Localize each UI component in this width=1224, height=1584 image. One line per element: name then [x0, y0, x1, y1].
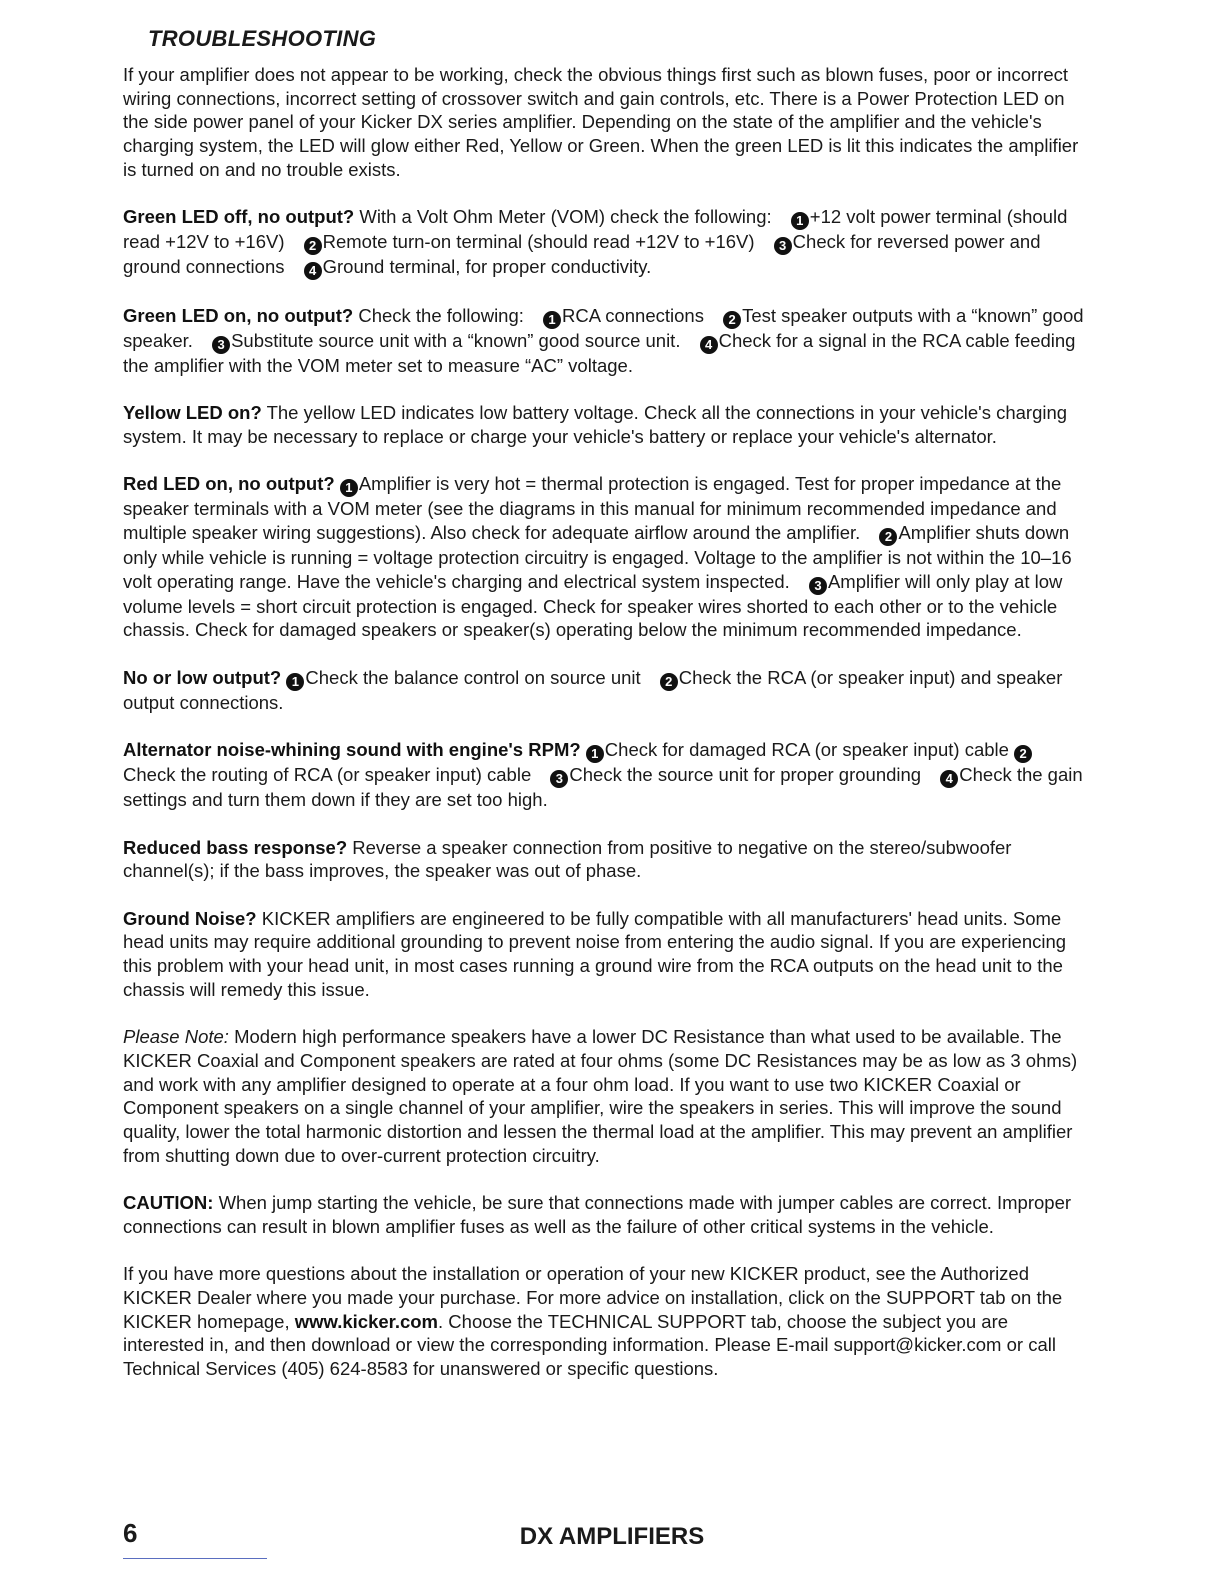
step-text: Check for reversed power and ground connections: [123, 231, 1041, 278]
step-number-icon: 2: [723, 311, 741, 329]
step-number-icon: 1: [340, 479, 358, 497]
no-output-heading: No or low output?: [123, 666, 282, 688]
step-number-icon: 3: [212, 336, 230, 354]
step-text: Amplifier will only play at low volume levels = short circuit protection is engaged. Check for speaker wires shorted to each other or to the vehicle chassis. Check for damaged speakers or speaker(s) operating below the minimum recommended impedance.: [123, 570, 1063, 641]
step-number-icon: 1: [586, 745, 604, 763]
page-title: TROUBLESHOOTING: [148, 26, 377, 51]
step-number-icon: 2: [1014, 745, 1032, 763]
step-text: Test speaker outputs with a “known” good speaker.: [123, 304, 1084, 351]
support-text-before: If you have more questions about the installation or operation of your new KICKER product, see the Authorized KICKER Dealer where you made your purchase. For more advice on installation, click on the SUPPORT tab on the KICKER homepage,: [123, 1263, 1063, 1332]
alternator-noise-section: [123, 738, 1085, 812]
ground-noise-heading: Ground Noise?: [123, 907, 257, 929]
step-number-icon: 2: [304, 237, 322, 255]
step-text: RCA connections: [562, 304, 704, 326]
yellow-led-section: [123, 401, 1085, 448]
step-number-icon: 4: [700, 336, 718, 354]
bass-response-section: [123, 836, 1085, 883]
green-led-off-lead: With a Volt Ohm Meter (VOM) check the following:: [359, 206, 772, 228]
green-led-on-heading: Green LED on, no output?: [123, 304, 354, 326]
kicker-website-link[interactable]: www.kicker.com: [294, 1310, 439, 1332]
step-number-icon: 3: [774, 237, 792, 255]
caution-section: [123, 1191, 1085, 1238]
green-led-off-section: [123, 205, 1085, 280]
bass-response-heading: Reduced bass response?: [123, 836, 348, 858]
green-led-on-section: [123, 304, 1085, 378]
step-number-icon: 1: [286, 673, 304, 691]
caution-text: When jump starting the vehicle, be sure that connections made with jumper cables are correct. Improper connections can result in blown amplifier fuses as well as the failure of other critical systems in the vehicle.: [123, 1192, 1072, 1237]
step-text: Amplifier shuts down only while vehicle is running = voltage protection circuitry is engaged. Voltage to the amplifier is not within the 10–16 volt operating range. Have the vehicle's charging and electrical system inspected.: [123, 522, 1072, 592]
step-text: Amplifier is very hot = thermal protection is engaged. Test for proper impedance at the speaker terminals with a VOM meter (see the diagrams in this manual for minimum recommended impedance and multiple speaker wiring suggestions). Also check for adequate airflow around the amplifier.: [123, 473, 1062, 544]
yellow-led-heading: Yellow LED on?: [123, 402, 262, 424]
step-number-icon: 1: [791, 212, 809, 230]
step-text: Check the routing of RCA (or speaker input) cable: [123, 764, 532, 786]
green-led-off-heading: Green LED off, no output?: [123, 206, 355, 228]
footer-divider: [123, 1558, 267, 1559]
step-number-icon: 3: [550, 770, 568, 788]
please-note-section: [123, 1025, 1085, 1167]
step-text: Check the source unit for proper grounding: [569, 764, 922, 786]
footer-product-title: DX AMPLIFIERS: [519, 1523, 705, 1550]
intro-paragraph: If your amplifier does not appear to be working, check the obvious things first such as blown fuses, poor or incorrect wiring connections, incorrect setting of crossover switch and gain controls, etc. There is a Power Protection LED on the side power panel of your Kicker DX series amplifier. Depending on the state of the amplifier and the vehicle's charging system, the LED will glow either Red, Yellow or Green. When the green LED is lit this indicates the amplifier is turned on and no trouble exists.: [123, 64, 1079, 180]
no-output-section: [123, 666, 1085, 715]
alternator-noise-heading: Alternator noise-whining sound with engine's RPM?: [123, 739, 581, 761]
step-text: Check for a signal in the RCA cable feeding the amplifier with the VOM meter set to measure “AC” voltage.: [123, 329, 1076, 376]
step-number-icon: 2: [660, 673, 678, 691]
step-text: Check the RCA (or speaker input) and speaker output connections.: [123, 666, 1063, 713]
page-number: 6: [123, 1518, 138, 1548]
document-body: [123, 63, 1085, 1404]
step-number-icon: 2: [879, 528, 897, 546]
please-note-text: Modern high performance speakers have a lower DC Resistance than what used to be available. The KICKER Coaxial and Component speakers are rated at four ohms (some DC Resistances may be as low as 3 ohms) and work with any amplifier designed to operate at a four ohm load. If you want to use two KICKER Coaxial or Component speakers on a single channel of your amplifier, wire the speakers in series. This will improve the sound quality, lower the total harmonic distortion and lessen the thermal load at the amplifier. This may prevent an amplifier from shutting down due to over-current protection circuitry.: [123, 1026, 1078, 1166]
step-text: Check the balance control on source unit: [305, 666, 641, 688]
step-number-icon: 1: [543, 311, 561, 329]
red-led-section: [123, 472, 1085, 642]
step-text: Check the gain settings and turn them down if they are set too high.: [123, 764, 1083, 811]
ground-noise-text: KICKER amplifiers are engineered to be fully compatible with all manufacturers' head units. Some head units may require additional grounding to prevent noise from entering the audio signal. If you are experiencing this problem with your head unit, in most cases running a ground wire from the RCA outputs on the head unit to the chassis will remedy this issue.: [123, 907, 1067, 1000]
support-text-after: . Choose the TECHNICAL SUPPORT tab, choose the subject you are interested in, and then download or view the corresponding information. Please E-mail support@kicker.com or call Technical Services (405) 624-8583 for unanswered or specific questions.: [123, 1310, 1056, 1380]
ground-noise-section: [123, 907, 1085, 1002]
step-text: Check for damaged RCA (or speaker input) cable: [604, 739, 1009, 761]
step-text: Substitute source unit with a “known” good source unit.: [231, 329, 681, 351]
green-led-on-lead: Check the following:: [358, 304, 524, 326]
step-text: Ground terminal, for proper conductivity.: [322, 256, 652, 278]
yellow-led-text: The yellow LED indicates low battery voltage. Check all the connections in your vehicle's charging system. It may be necessary to replace or charge your vehicle's battery or replace your vehicle's alternator.: [123, 402, 1068, 447]
step-number-icon: 3: [809, 577, 827, 595]
step-text: +12 volt power terminal (should read +12V to +16V): [123, 206, 1068, 253]
bass-response-text: Reverse a speaker connection from positive to negative on the stereo/subwoofer channel(s); if the bass improves, the speaker was out of phase.: [123, 836, 1012, 882]
please-note-label: Please Note:: [123, 1026, 229, 1048]
support-section: [123, 1262, 1085, 1381]
step-number-icon: 4: [940, 770, 958, 788]
caution-heading: CAUTION:: [123, 1192, 214, 1214]
step-number-icon: 4: [304, 262, 322, 280]
step-text: Remote turn-on terminal (should read +12V to +16V): [322, 231, 755, 253]
red-led-heading: Red LED on, no output?: [123, 473, 335, 495]
